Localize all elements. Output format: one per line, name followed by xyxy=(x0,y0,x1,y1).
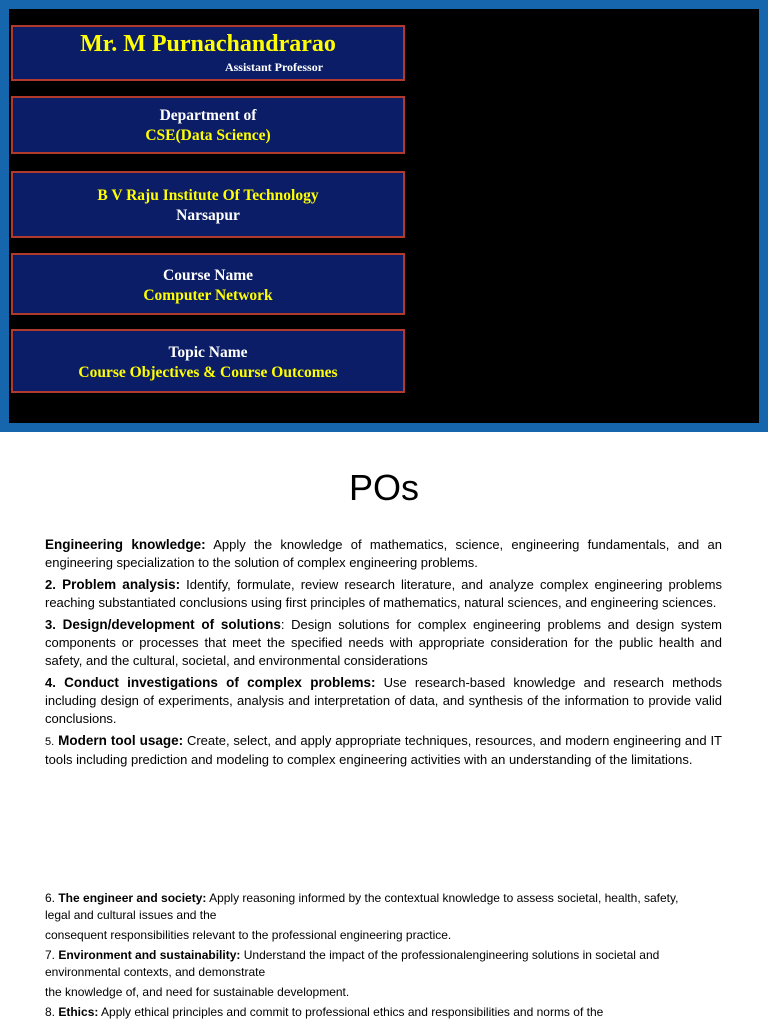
po-number: 2. xyxy=(45,577,56,592)
po-item xyxy=(45,732,722,769)
po-item xyxy=(45,947,681,1001)
po-number: 4. xyxy=(45,675,56,690)
institute-location: Narsapur xyxy=(176,207,240,224)
po-heading: Ethics: xyxy=(55,1005,99,1019)
po-heading: Conduct investigations of complex problems: xyxy=(55,675,376,690)
pos-slide xyxy=(0,432,768,1024)
course-label: Course Name xyxy=(163,267,253,284)
po-text: : Design solutions for complex engineering problems and design system components or processes that meet the specified needs with appropriate consideration for the public health and safety, and the cultural, societal, and environmental considerations xyxy=(45,617,722,668)
slide-title: POs xyxy=(348,467,419,508)
po-text: Understand the impact of the professionalengineering solutions in societal and environmental contexts, and demonstrate xyxy=(45,948,660,979)
po-text: Apply the knowledge of mathematics, science, engineering fundamentals, and an engineering specialization to the solution of complex engineering problems. xyxy=(45,537,723,570)
department-card xyxy=(11,96,405,154)
title-slide xyxy=(0,0,768,432)
po-text: Use research-based knowledge and research methods including design of experiments, analysis and interpretation of data, and synthesis of the information to provide valid conclusions. xyxy=(45,675,722,726)
po-item xyxy=(45,1004,681,1021)
po-number: 3. xyxy=(45,617,56,632)
po-item xyxy=(45,674,722,728)
po-heading: The engineer and society: xyxy=(55,891,207,905)
po-text-continued: the knowledge of, and need for sustainable development. xyxy=(45,985,350,999)
topic-value: Course Objectives & Course Outcomes xyxy=(78,364,338,381)
institute-card xyxy=(11,171,405,238)
po-list-continued xyxy=(45,890,681,1024)
po-number: 8. xyxy=(45,1005,56,1019)
po-item xyxy=(45,576,722,612)
institute-name: B V Raju Institute Of Technology xyxy=(97,187,319,204)
po-list xyxy=(45,536,722,773)
po-text-continued: consequent responsibilities relevant to the professional engineering practice. xyxy=(45,928,452,942)
po-heading: Engineering knowledge: xyxy=(45,537,206,552)
presenter-name: Mr. M Purnachandrarao xyxy=(80,31,336,57)
po-text: Apply ethical principles and commit to professional ethics and responsibilities and norms of the xyxy=(98,1005,604,1019)
po-heading: Problem analysis: xyxy=(55,577,181,592)
topic-label: Topic Name xyxy=(168,344,248,361)
po-heading: Design/development of solutions xyxy=(55,617,281,632)
title-slide-content xyxy=(9,9,759,423)
po-item xyxy=(45,616,722,670)
department-value: CSE(Data Science) xyxy=(145,127,271,144)
po-heading: Modern tool usage: xyxy=(54,733,184,748)
course-value: Computer Network xyxy=(143,287,273,304)
topic-card xyxy=(11,329,405,393)
po-item xyxy=(45,890,681,944)
po-text: Identify, formulate, review research literature, and analyze complex engineering problems reaching substantiated conclusions using first principles of mathematics, natural sciences, and engineering sciences. xyxy=(45,577,722,610)
presenter-card xyxy=(11,25,405,81)
po-item xyxy=(45,536,722,572)
course-card xyxy=(11,253,405,315)
po-text: Create, select, and apply appropriate techniques, resources, and modern engineering and IT tools including prediction and modeling to complex engineering activities with an understanding of the limitations. xyxy=(45,733,723,767)
po-number: 7. xyxy=(45,948,56,962)
po-text: Apply reasoning informed by the contextual knowledge to assess societal, health, safety, legal and cultural issues and the xyxy=(45,891,679,922)
department-label: Department of xyxy=(159,107,257,124)
po-heading: Environment and sustainability: xyxy=(55,948,241,962)
presenter-role: Assistant Professor xyxy=(224,60,324,74)
po-number: 5. xyxy=(45,736,55,748)
po-number: 6. xyxy=(45,891,56,905)
